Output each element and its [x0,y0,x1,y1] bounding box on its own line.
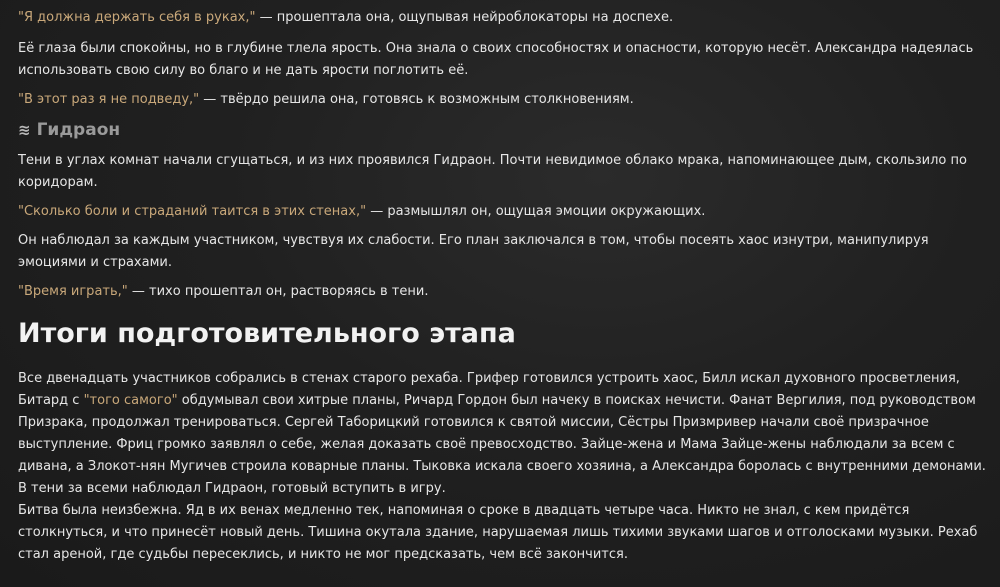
summary-text-end: обдумывал свои хитрые планы, Ричард Гордон был начеку в поисках нечисти. Фанат Вергилия, под руководством Призрака, продолжал тренироваться. Сергей Таборицкий готовился к святой миссии, Сёстры Призмривер начали своё призрачное выступление. Фриц громко заявлял о себе, желая доказать своё превосходство. Зайце-жена и Мама Зайце-жены наблюдали за всем с дивана, а Злокот-нян Мугичев строила коварные планы. Тыковка искала своего хозяина, а Александра боролась с внутренними демонами. В тени за всеми наблюдал Гидраон, готовый вступить в игру. [18,393,986,496]
section-heading-summary: Итоги подготовительного этапа [18,318,516,349]
paragraph-text-2: Тени в углах комнат начали сгущаться, и из них проявился Гидраон. Почти невидимое облако мрака, напоминающее дым, скользило по коридорам. [18,153,967,190]
section-heading-hydraon [18,118,120,142]
paragraph-quote-3 [18,201,705,223]
dialogue-quote: "Сколько боли и страданий таится в этих стенах," [18,204,367,219]
summary-text-start: Все двенадцать участников собрались в стенах старого рехаба. Грифер готовился устроить хаос, Билл искал духовного просветления, Битард с [18,371,960,408]
dialogue-tag: — размышлял он, ощущая эмоции окружающих. [366,204,706,219]
paragraph-text-3: Он наблюдал за каждым участником, чувствуя их слабости. Его план заключался в том, чтобы посеять хаос изнутри, манипулируя эмоциями и страхами. [18,233,929,270]
dialogue-quote: "Время играть," [18,284,128,299]
dialogue-tag: — твёрдо решила она, готовясь к возможным столкновениям. [199,92,634,107]
paragraph-quote-1 [18,7,673,29]
paragraph-text-1: Её глаза были спокойны, но в глубине тлела ярость. Она знала о своих способностях и опасности, которую несёт. Александра надеялась использовать свою силу во благо и не дать ярости поглотить её. [18,41,974,78]
dialogue-quote: "Я должна держать себя в руках," [18,10,256,25]
paragraph-summary [18,368,988,500]
section-heading-text: Гидраон [36,120,121,140]
waves-icon: ≋ [18,121,31,139]
paragraph-final: Битва была неизбежна. Яд в их венах медленно тек, напоминая о сроке в двадцать четыре часа. Никто не знал, с кем придётся столкнуться, и что принесёт новый день. Тишина окутала здание, нарушаемая лишь тихими звуками шагов и отголосками музыки. Рехаб стал ареной, где судьбы пересеклись, и никто не мог предсказать, чем всё закончится. [18,503,978,562]
dialogue-quote: "В этот раз я не подведу," [18,92,200,107]
paragraph-quote-2 [18,89,634,111]
dialogue-tag: — тихо прошептал он, растворяясь в тени. [127,284,429,299]
paragraph-quote-4 [18,281,428,303]
tot-samyi-link[interactable]: "того самого" [83,393,178,408]
dialogue-tag: — прошептала она, ощупывая нейроблокаторы на доспехе. [255,10,674,25]
